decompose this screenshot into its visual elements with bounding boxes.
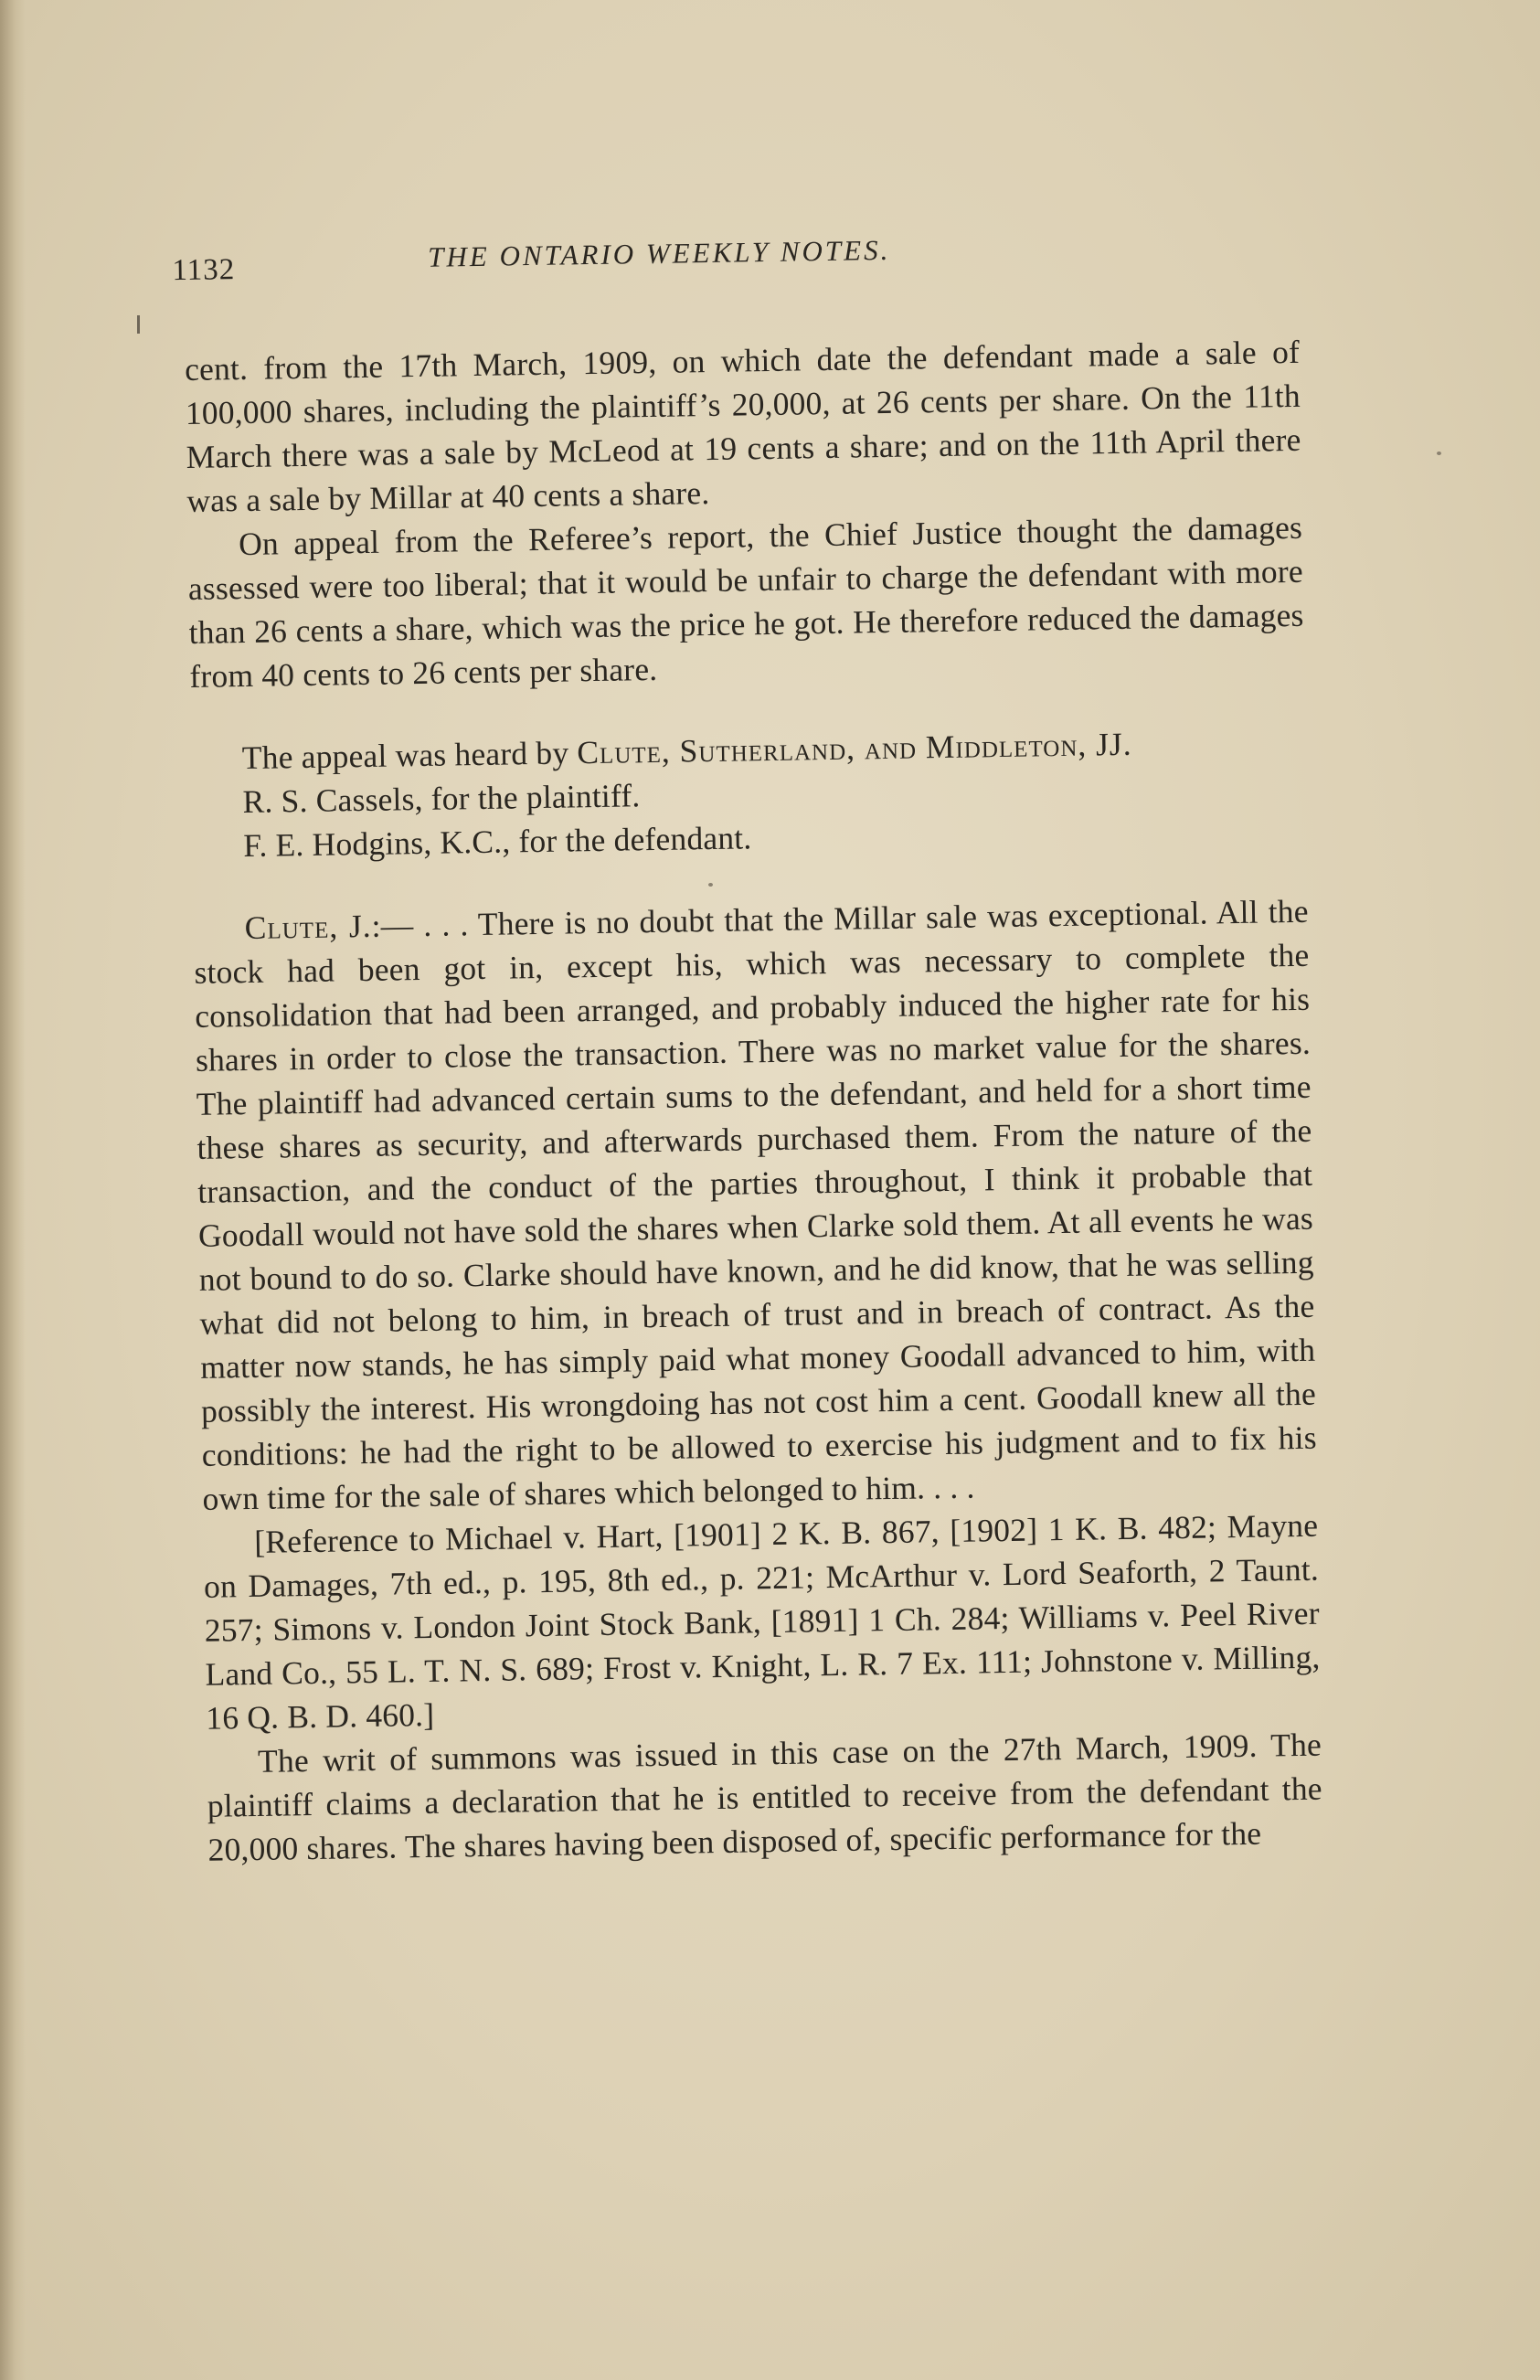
gutter-mark	[137, 315, 140, 334]
counsel-plaintiff: R. S. Cassels, for the plaintiff.	[242, 777, 641, 821]
page-number: 1132	[172, 253, 236, 288]
paragraph-appeal-summary: On appeal from the Referee’s report, the Chief Justice thought the damages assessed were too liberal; that it would be unfair to charge the defendant with more than 26 cents a share, which was the price he got. He therefore reduced the damages from 40 cents to 26 cents per share.	[187, 508, 1304, 695]
page-edge-shadow	[0, 0, 26, 2380]
paper-speck	[1437, 452, 1441, 455]
bench-judges: Clute, Sutherland, and Middleton, JJ.	[577, 725, 1132, 771]
paragraph-continued: cent. from the 17th March, 1909, on which date the defendant made a sale of 100,000 shares, including the plaintiff’s 20,000, at 26 cents per share. On the 11th March there was a sale by McLeod at 19 cents a share; and on the 11th April there was a sale by Millar at 40 cents a share.	[184, 333, 1301, 519]
judgment-text: :— . . . There is no doubt that the Millar sale was exceptional. All the stock had been got in, except his, which was necessary to complete the consolidation that had been arranged, and probably induced the higher rate for his shares in order to close the transaction. There was no market value for the shares. The plaintiff had advanced certain sums to the defendant, and held for a short time these shares as security, and afterwards purchased them. From the nature of the transaction, and the conduct of the parties throughout, I think it probable that Goodall would not have sold the shares when Clarke sold them. At all events he was not bound to do so. Clarke should have known, and he did know, that he was selling what did not belong to him, in breach of trust and in breach of contract. As the matter now stands, he has simply paid what money Goodall advanced to him, with possibly the interest. His wrongdoing has not cost him a cent. Goodall knew all the conditions: he had the right to be allowed to exercise his judgment and to fix his own time for the sale of shares which belonged to him. . . .	[194, 892, 1317, 1517]
page-header	[172, 228, 1299, 300]
page-text	[172, 228, 1323, 1872]
paragraph-references: [Reference to Michael v. Hart, [1901] 2 K. B. 867, [1902] 1 K. B. 482; Mayne on Damages, 7th ed., p. 195, 8th ed., p. 221; McArthur v. Lord Seaforth, 2 Taunt. 257; Simons v. London Joint Stock Bank, [1891] 1 Ch. 284; Williams v. Peel River Land Co., 55 L. T. N. S. 689; Frost v. Knight, L. R. 7 Ex. 111; Johnstone v. Milling, 16 Q. B. D. 460.]	[203, 1506, 1321, 1737]
judge-name: Clute, J.	[244, 907, 372, 947]
bench-lead: The appeal was heard by	[241, 734, 578, 777]
counsel-defendant: F. E. Hodgins, K.C., for the defendant.	[243, 819, 752, 865]
running-head: THE ONTARIO WEEKLY NOTES.	[427, 233, 891, 273]
paragraph-judgment	[193, 889, 1317, 1521]
paragraph-writ: The writ of summons was issued in this case on the 27th March, 1909. The plaintiff claims a declaration that he is entitled to receive from the defendant the 20,000 shares. The shares having been disposed of, specific performance for the	[207, 1726, 1322, 1868]
